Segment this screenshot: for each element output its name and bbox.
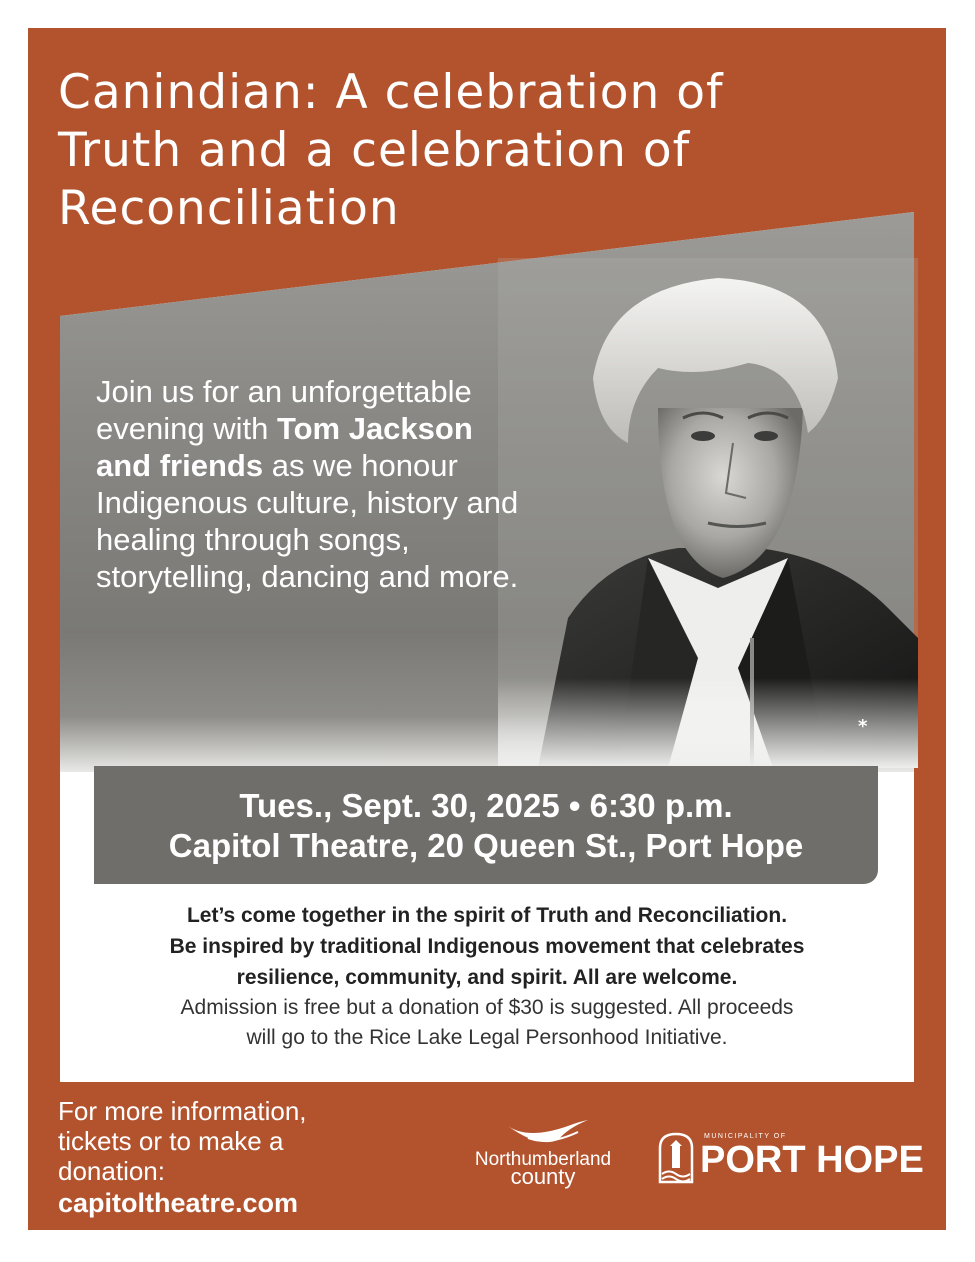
more-info-block xyxy=(58,1096,378,1218)
event-info-box xyxy=(94,766,878,884)
event-date-time: Tues., Sept. 30, 2025 • 6:30 p.m. xyxy=(239,787,733,824)
details-line: will go to the Rice Lake Legal Personhood Initiative. xyxy=(246,1026,728,1049)
details-line: Let’s come together in the spirit of Truth and Reconciliation. xyxy=(186,904,788,927)
county-name: county xyxy=(510,1164,576,1189)
tom-jackson-portrait xyxy=(498,258,918,768)
lighthouse-crest-icon xyxy=(656,1132,696,1188)
details-line: resilience, community, and spirit. All are welcome. xyxy=(236,966,738,989)
event-poster xyxy=(28,28,946,1230)
river-swoosh-icon xyxy=(458,1118,628,1152)
website-link[interactable]: capitoltheatre.com xyxy=(58,1188,299,1218)
event-venue: Capitol Theatre, 20 Queen St., Port Hope xyxy=(168,827,804,864)
photo-credit-asterisk: * xyxy=(858,716,868,737)
northumberland-county-logo xyxy=(458,1118,628,1198)
more-info-text: For more information, tickets or to make a donation: xyxy=(58,1096,307,1186)
intro-text-part1: Join us for an unforgettable evening with xyxy=(96,374,472,446)
municipality-label: MUNICIPALITY OF xyxy=(704,1133,787,1140)
details-line: Be inspired by traditional Indigenous movement that celebrates xyxy=(169,935,805,958)
port-hope-logo xyxy=(656,1128,926,1198)
poster-headline: Canindian: A celebration of Truth and a celebration of Reconciliation xyxy=(58,65,724,236)
details-line: Admission is free but a donation of $30 is suggested. All proceeds xyxy=(180,996,794,1019)
intro-highlight: Tom Jackson and friends xyxy=(96,411,473,483)
port-hope-name: PORT HOPE xyxy=(700,1139,924,1181)
northumberland-name: Northumberland xyxy=(474,1149,612,1170)
intro-text-part2: as we honour Indigenous culture, history and healing through songs, storytelling, dancing and more. xyxy=(96,448,519,594)
event-details xyxy=(68,900,906,1053)
intro-paragraph xyxy=(96,373,526,595)
